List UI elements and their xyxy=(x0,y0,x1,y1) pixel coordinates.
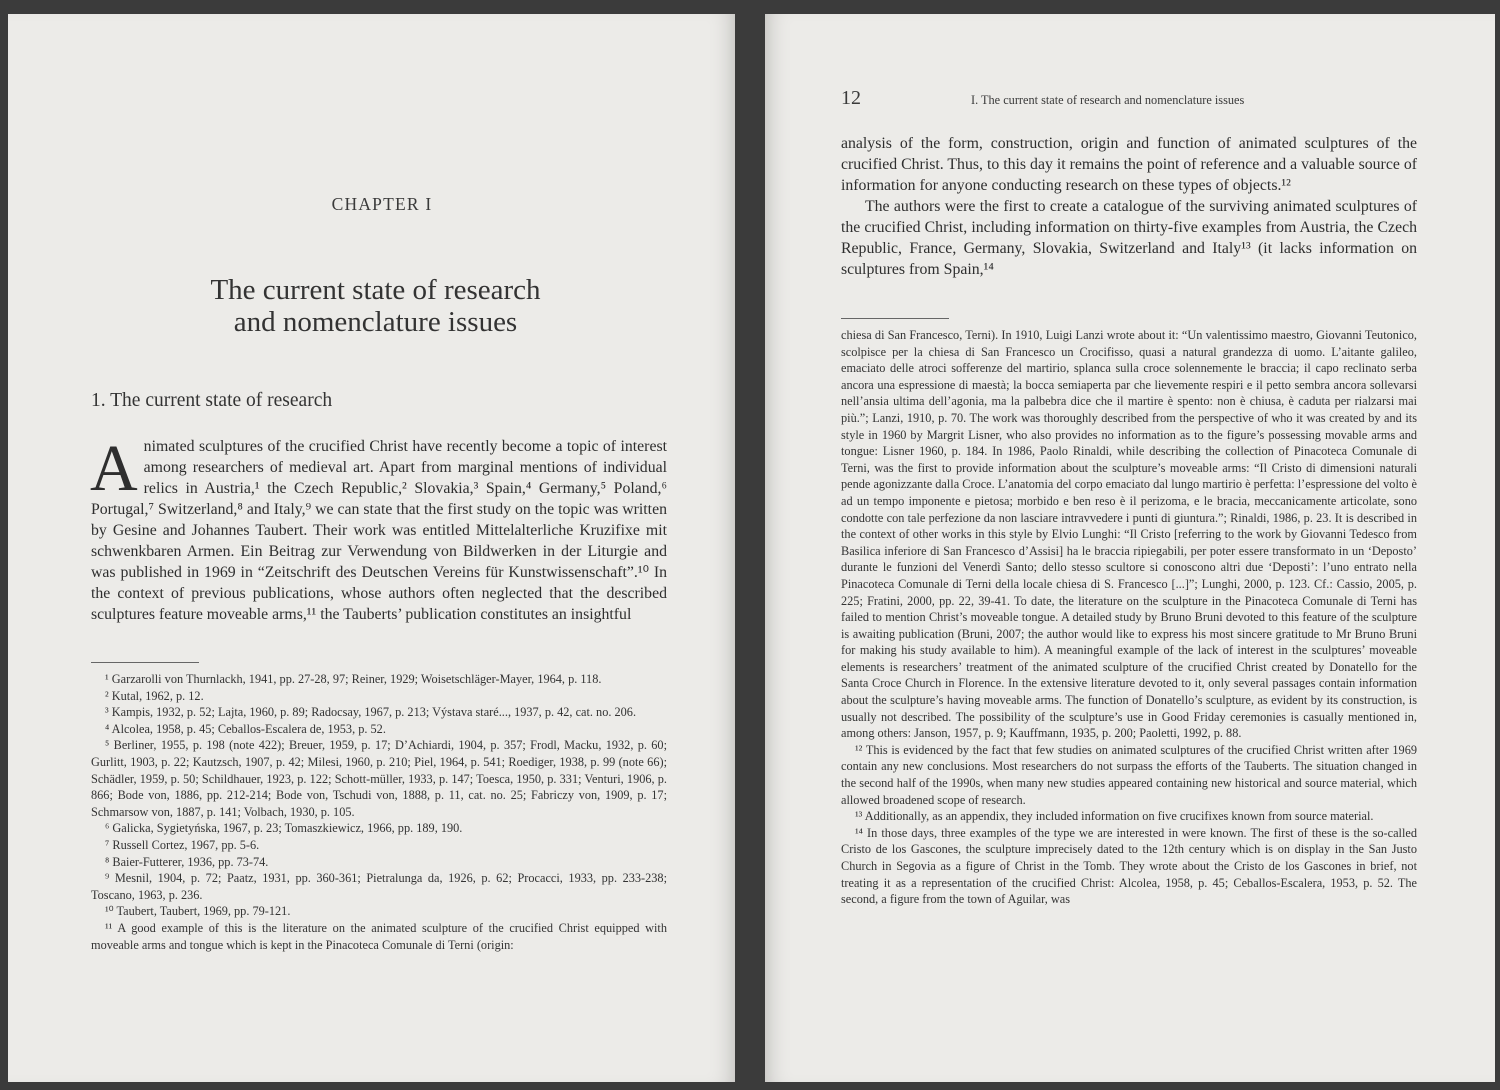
body-text xyxy=(90,432,667,625)
footnote: ⁸ Baier-Futterer, 1936, pp. 73-74. xyxy=(105,854,269,869)
footnote: ⁶ Galicka, Sygietyńska, 1967, p. 23; Tomaszkiewicz, 1966, pp. 189, 190. xyxy=(105,821,463,836)
footnote: ² Kutal, 1962, p. 12. xyxy=(105,688,204,703)
running-head-text: I. The current state of research and nomenclature issues xyxy=(971,93,1245,107)
chapter-title xyxy=(8,274,735,338)
footnote: ³ Kampis, 1932, p. 52; Lajta, 1960, p. 89; Radocsay, 1967, p. 213; Výstava staré..., 1937, p. 42, cat. no. 206. xyxy=(105,705,637,720)
right-page xyxy=(765,14,1495,1082)
body-text xyxy=(841,133,1417,280)
footnote: ⁴ Alcolea, 1958, p. 45; Ceballos-Escalera de, 1953, p. 52. xyxy=(105,721,386,736)
footnote-rule xyxy=(841,318,949,319)
footnote: ⁵ Berliner, 1955, p. 198 (note 422); Breuer, 1959, p. 17; D’Achiardi, 1904, p. 357; Frodl, Macku, 1932, p. 60; Gurlitt, 1903, p. 22; Kautzsch, 1907, p. 42; Milesi, 1960, p. 210; Piel, 1964, p. 541; Roediger, 1938, p. 99 (note 66); Schädler, 1959, p. 50; Schildhauer, 1923, p. 122; Schott-müller, 1933, p. 147; Toesca, 1950, p. 331; Venturi, 1906, p. 866; Bode von, 1886, pp. 212-214; Bode von, Tschudi von, 1888, p. 11, cat. no. 25; Fabriczy von, 1909, p. 17; Schmarsow von, 1887, p. 141; Volbach, 1930, p. 105. xyxy=(91,738,667,819)
paragraph: nimated sculptures of the crucified Christ have recently become a topic of interest among researchers of medieval art. Apart from marginal mentions of individual relics in Austria,¹ the Czech Republic,² Slovakia,³ Spain,⁴ Germany,⁵ Poland,⁶ Portugal,⁷ Switzerland,⁸ and Italy,⁹ we can state that the first study on the topic was written by Gesine and Johannes Taubert. Their work was entitled Mittelalterliche Kruzifixe mit schwenkbaren Armen. Ein Beitrag zur Verwendung von Bildwerken in der Liturgie and was published in 1969 in “Zeitschrift des Deutschen Vereins für Kunstwissenschaft”.¹⁰ In the context of previous publications, whose authors often neglected that the described sculptures feature moveable arms,¹¹ the Tauberts’ publication constitutes an insightful xyxy=(91,438,667,623)
footnote: ¹¹ A good example of this is the literature on the animated sculpture of the crucified Christ equipped with moveable arms and tongue which is kept in the Pinacoteca Comunale di Terni (origin: xyxy=(91,920,667,952)
drop-cap: A xyxy=(90,432,138,505)
footnote-rule xyxy=(91,662,199,663)
footnote: ⁷ Russell Cortez, 1967, pp. 5-6. xyxy=(105,837,260,852)
footnote-continuation: chiesa di San Francesco, Terni). In 1910, Luigi Lanzi wrote about it: “Un valentissimo maestro, Giovanni Teutonico, scolpisce per la chiesa di San Francesco un Crocifisso, quasi a natural grandezza di uomo. L’aitante galileo, emaciato delle atroci sofferenze del martirio, splanca sulla croce solennemente le braccia; il capo reclinato serba ancora una espressione di maestà; la bocca semiaperta par che lievemente respiri e il petto sembra ancora sollevarsi nell’ansia ultima dell’agonia, ma la palbebra dice che il martire è spento: non è chiusa, è caduta per rialzarsi mai più.”; Lanzi, 1910, p. 70. The work was thoroughly described from the perspective of who it was created by and its style in 1960 by Margrit Lisner, who also provides no information as to the figure’s possessing movable arms and tongue: Lisner 1960, p. 184. In 1986, Paolo Rinaldi, while describing the collection of Pinacoteca Comunale di Terni, was the first to provide information about the sculpture’s moveable arms: “Il Cristo di dimensioni naturali pende agonizzante dalla Croce. L’anatomia del corpo emaciato dal lungo martirio è perfetta: l’espressione del volto è ad un tempo imponente e pietosa; morbido e ben reso è il perizoma, e le bracia, meccanicamente articolate, sono condotte con tale perfezione da non lasciare intravvedere i punti di giuntura.”; Rinaldi, 1986, p. 23. It is described in the context of other works in this style by Elvio Lunghi: “Il Cristo [referring to the work by Giovanni Tedesco from Basilica inferiore di San Francesco d’Assisi] ha le braccia ripiegabili, per poter essere transformato in un ‘Deposto’ durante le funzioni del Venerdì Santo; dello stesso scultore si conoscono altri due ‘Deposti’: l’uno entrato nella Pinacoteca Comunale di Terni della locale chiesa di S. Francesco [...]”; Lunghi, 2000, p. 123. Cf.: Cassio, 2005, p. 225; Fratini, 2000, pp. 22, 39-41. To date, the literature on the sculpture in the Pinacoteca Comunale di Terni has failed to mention Christ’s moveable tongue. A detailed study by Bruno Bruni devoted to this feature of the sculpture is awaiting publication (Bruni, 2007; the author would like to express his most sincere gratitude to Mr Bruno Bruni for making his study available to him). A meaningful example of the lack of interest in the sculptures’ moveable elements is researchers’ treatment of the animated sculpture of the crucified Christ created by Donatello for the Santa Croce Church in Florence. In the extensive literature devoted to it, only several passages contain information about the sculpture’s having moveable arms. The function of Donatello’s sculpture, as evident by its construction, is usually not described. The possibility of the sculpture’s use in Good Friday ceremonies is casually mentioned in, among others: Janson, 1957, p. 9; Kauffmann, 1935, p. 200; Paoletti, 1992, p. 88. xyxy=(841,328,1417,741)
footnote: ¹² This is evidenced by the fact that few studies on animated sculptures of the crucified Christ written after 1969 contain any new conclusions. Most researchers do not surpass the efforts of the Tauberts. The situation changed in the second half of the 1990s, when many new studies appeared containing new historical and source material, which allowed broadened scope of research. xyxy=(841,742,1417,807)
footnote: ¹⁴ In those days, three examples of the type we are interested in were known. The first of these is the so-called Cristo de los Gascones, the sculpture imprecisely dated to the 12th century which is on display in the San Justo Church in Segovia as a figure of Christ in the Tomb. They wrote about the Cristo de los Gascones in brief, not treating it as a representation of the crucified Christ: Alcolea, 1958, p. 45; Ceballos-Escalera, 1953, p. 52. The second, a figure from the town of Aguilar, was xyxy=(841,825,1417,907)
footnote: ¹ Garzarolli von Thurnlackh, 1941, pp. 27-28, 97; Reiner, 1929; Woisetschläger-Mayer, 1964, p. 118. xyxy=(105,672,602,686)
footnote: ⁹ Mesnil, 1904, p. 72; Paatz, 1931, pp. 360-361; Pietralunga da, 1926, p. 62; Procacci, 1933, pp. 233-238; Toscano, 1963, p. 236. xyxy=(91,871,667,902)
chapter-title-line-1: The current state of research xyxy=(210,274,541,306)
left-page xyxy=(8,14,735,1082)
footnote: ¹³ Additionally, as an appendix, they included information on five crucifixes known from source material. xyxy=(855,809,1374,824)
chapter-title-line-2: and nomenclature issues xyxy=(233,306,518,338)
footnote: ¹⁰ Taubert, Taubert, 1969, pp. 79-121. xyxy=(105,904,291,919)
page-number: 12 xyxy=(841,87,861,109)
section-heading: 1. The current state of research xyxy=(91,390,333,411)
footnotes xyxy=(841,327,1417,908)
chapter-label: CHAPTER I xyxy=(331,194,433,214)
paragraph: analysis of the form, construction, origin and function of animated sculptures of the crucified Christ. Thus, to this day it remains the point of reference and a valuable source of information for anyone conducting research on these types of objects.¹² xyxy=(841,135,1417,194)
paragraph: The authors were the first to create a catalogue of the surviving animated sculptures of the crucified Christ, including information on thirty-five examples from Austria, the Czech Republic, France, Germany, Slovakia, Switzerland and Italy¹³ (it lacks information on sculptures from Spain,¹⁴ xyxy=(841,198,1417,278)
footnotes xyxy=(91,671,667,953)
